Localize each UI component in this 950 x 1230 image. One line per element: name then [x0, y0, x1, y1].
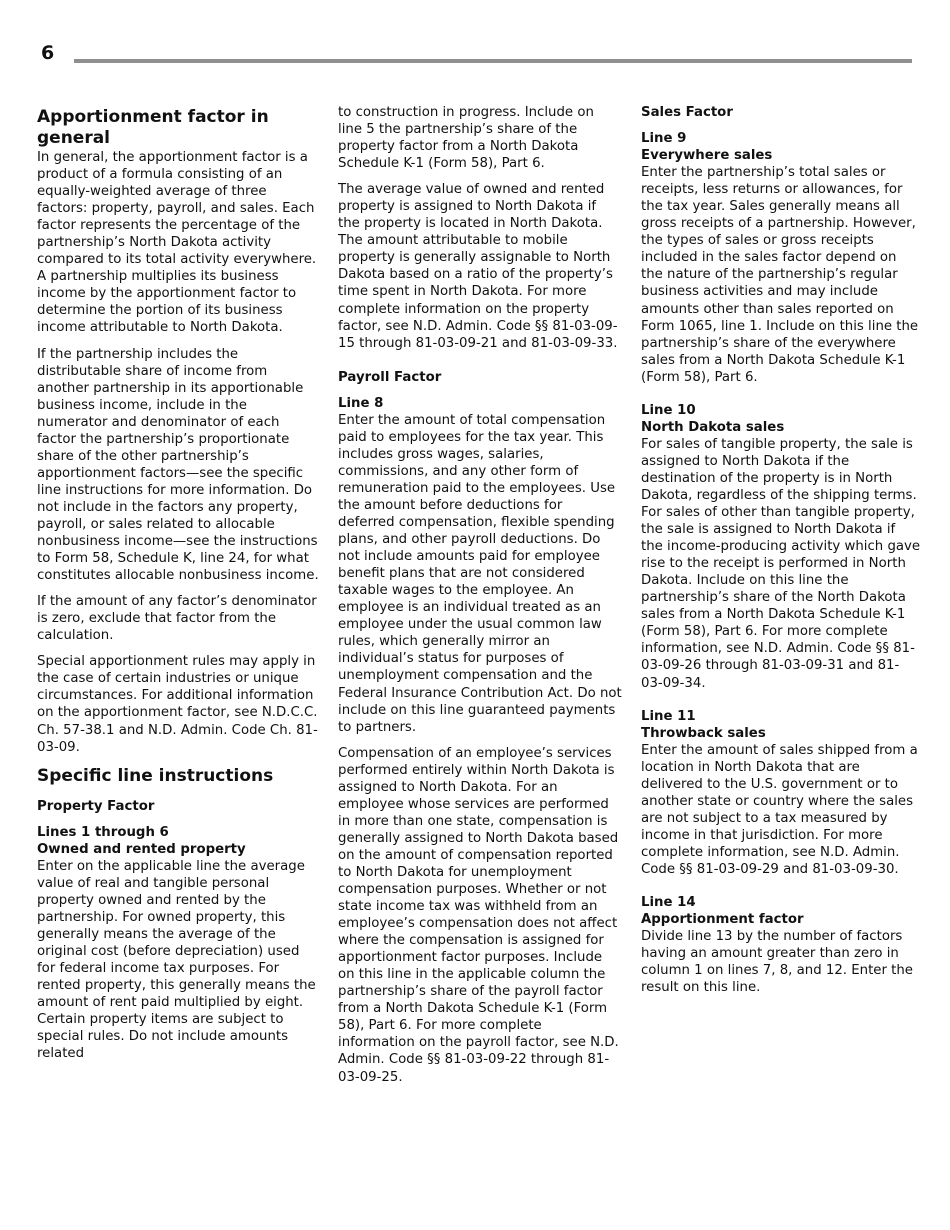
- header-rule: [74, 59, 912, 63]
- heading-apportionment-general: Apportionment factor in general: [37, 107, 269, 148]
- paragraph-general-2: If the partnership includes the distributable share of income from another partnership in its apportionable business income, include in the numerator and denominator of each factor the partnership’s proportionate share of the other partnership’s apportionment factors—see the specific line instructions for more information. Do not include in the factors any property, payroll, or sales related to allocable nonbusiness income—see the instructions to Form 58, Schedule K, line 24, for what constitutes allocable nonbusiness income.: [37, 346, 319, 584]
- line-1-6-label: Lines 1 through 6: [37, 824, 169, 840]
- paragraph-line-14: Divide line 13 by the number of factors having an amount greater than zero in column 1 on lines 7, 8, and 12. Enter the result on this line.: [641, 929, 913, 996]
- heading-sales-factor: Sales Factor: [641, 105, 733, 120]
- heading-payroll-factor: Payroll Factor: [338, 369, 442, 385]
- paragraph-payroll-1: Enter the amount of total compensation paid to employees for the tax year. This includes gross wages, salaries, commissions, and any other form of remuneration paid to the employees. Use the amount before deductions for deferred compensation, flexible spending plans, and other payroll deductions. Do not include amounts paid for employee benefit plans that are not considered taxable wages to the employee. An employee is an individual treated as an employee under the usual common law rules, which generally mirror an individual’s status for purposes of unemployment compensation and the Federal Insurance Contribution Act. Do not include on this line guaranteed payments to partners.: [338, 412, 622, 735]
- paragraph-general-4: Special apportionment rules may apply in the case of certain industries or unique circumstances. For additional information on the apportionment factor, see N.D.C.C. Ch. 57-38.1 and N.D. Admin. Code Ch. 81-03-09.: [37, 654, 318, 755]
- line-11-label: Line 11: [641, 708, 696, 724]
- paragraph-line-10: For sales of tangible property, the sale is assigned to North Dakota if the destination of the property is in North Dakota, regardless of the shipping terms. For sales of other than tangible property, the sale is assigned to North Dakota if the income-producing activity which gave rise to the receipt is performed in North Dakota. Include on this line the partnership’s share of the North Dakota sales from a North Dakota Schedule K-1 (Form 58), Part 6. For more complete information, see N.D. Admin. Code §§ 81-03-09-26 through 81-03-09-31 and 81-03-09-34.: [641, 436, 921, 691]
- paragraph-line-11: Enter the amount of sales shipped from a location in North Dakota that are delivered to the U.S. government or to another state or country where the sales are not subject to a tax measured by income in that jurisdiction. For more complete information, see N.D. Admin. Code §§ 81-03-09-29 and 81-03-09-30.: [641, 742, 918, 877]
- column-1: [37, 104, 319, 1062]
- line-9-label: Line 9: [641, 131, 687, 147]
- paragraph-line-9: Enter the partnership’s total sales or receipts, less returns or allowances, for the tax year. Sales generally means all gross receipts of a partnership. However, the types of sales or gross receipts included in the sales factor depend on the nature of the partnership’s regular business activities and may include amounts other than sales reported on Form 1065, line 1. Include on this line the partnership’s share of the everywhere sales from a North Dakota Schedule K-1 (Form 58), Part 6.: [641, 165, 919, 385]
- paragraph-general-1: In general, the apportionment factor is a product of a formula consisting of an equally-weighted average of three factors: property, payroll, and sales. Each factor represents the percentage of the partnership’s North Dakota activity compared to its total activity everywhere. A partnership multiplies its business income by the apportionment factor to determine the portion of its business income attributable to North Dakota.: [37, 150, 317, 336]
- page-number: 6: [41, 42, 55, 64]
- paragraph-payroll-2: Compensation of an employee’s services performed entirely within North Dakota is assigned to North Dakota. For an employee whose services are performed in more than one state, compensation is generally assigned to North Dakota based on the amount of compensation reported to North Dakota for unemployment compensation purposes. Whether or not state income tax was withheld from an employee’s compensation does not affect where the compensation is assigned for apportionment factor purposes. Include on this line in the applicable column the partnership’s share of the payroll factor from a North Dakota Schedule K-1 (Form 58), Part 6. For more complete information on the payroll factor, see N.D. Admin. Code §§ 81-03-09-22 through 81-03-09-25.: [338, 745, 619, 1085]
- line-10-title: North Dakota sales: [641, 419, 785, 435]
- line-14-title: Apportionment factor: [641, 912, 804, 928]
- line-10-label: Line 10: [641, 402, 696, 418]
- paragraph-property: Enter on the applicable line the average value of real and tangible personal property owned and rented by the partnership. For owned property, this generally means the average of the original cost (before depreciation) used for federal income tax purposes. For rented property, this generally means the amount of rent paid multiplied by eight. Certain property items are subject to special rules. Do not include amounts related: [37, 858, 316, 1062]
- column-2: [338, 104, 622, 1086]
- line-1-6-title: Owned and rented property: [37, 841, 246, 857]
- paragraph-general-3: If the amount of any factor’s denominator is zero, exclude that factor from the calculation.: [37, 594, 317, 644]
- column-3: [641, 104, 921, 996]
- heading-property-factor: Property Factor: [37, 798, 155, 814]
- paragraph-property-continued: to construction in progress. Include on line 5 the partnership’s share of the property factor from a North Dakota Schedule K-1 (Form 58), Part 6.: [338, 105, 594, 172]
- line-8-label: Line 8: [338, 395, 384, 411]
- line-9-title: Everywhere sales: [641, 148, 773, 164]
- line-11-title: Throwback sales: [641, 725, 766, 741]
- heading-specific-line-instructions: Specific line instructions: [37, 765, 274, 786]
- line-14-label: Line 14: [641, 895, 696, 911]
- paragraph-property-average: The average value of owned and rented property is assigned to North Dakota if the property is located in North Dakota. The amount attributable to mobile property is generally assignable to North Dakota based on a ratio of the property’s time spent in North Dakota. For more complete information on the property factor, see N.D. Admin. Code §§ 81-03-09-15 through 81-03-09-21 and 81-03-09-33.: [338, 182, 618, 351]
